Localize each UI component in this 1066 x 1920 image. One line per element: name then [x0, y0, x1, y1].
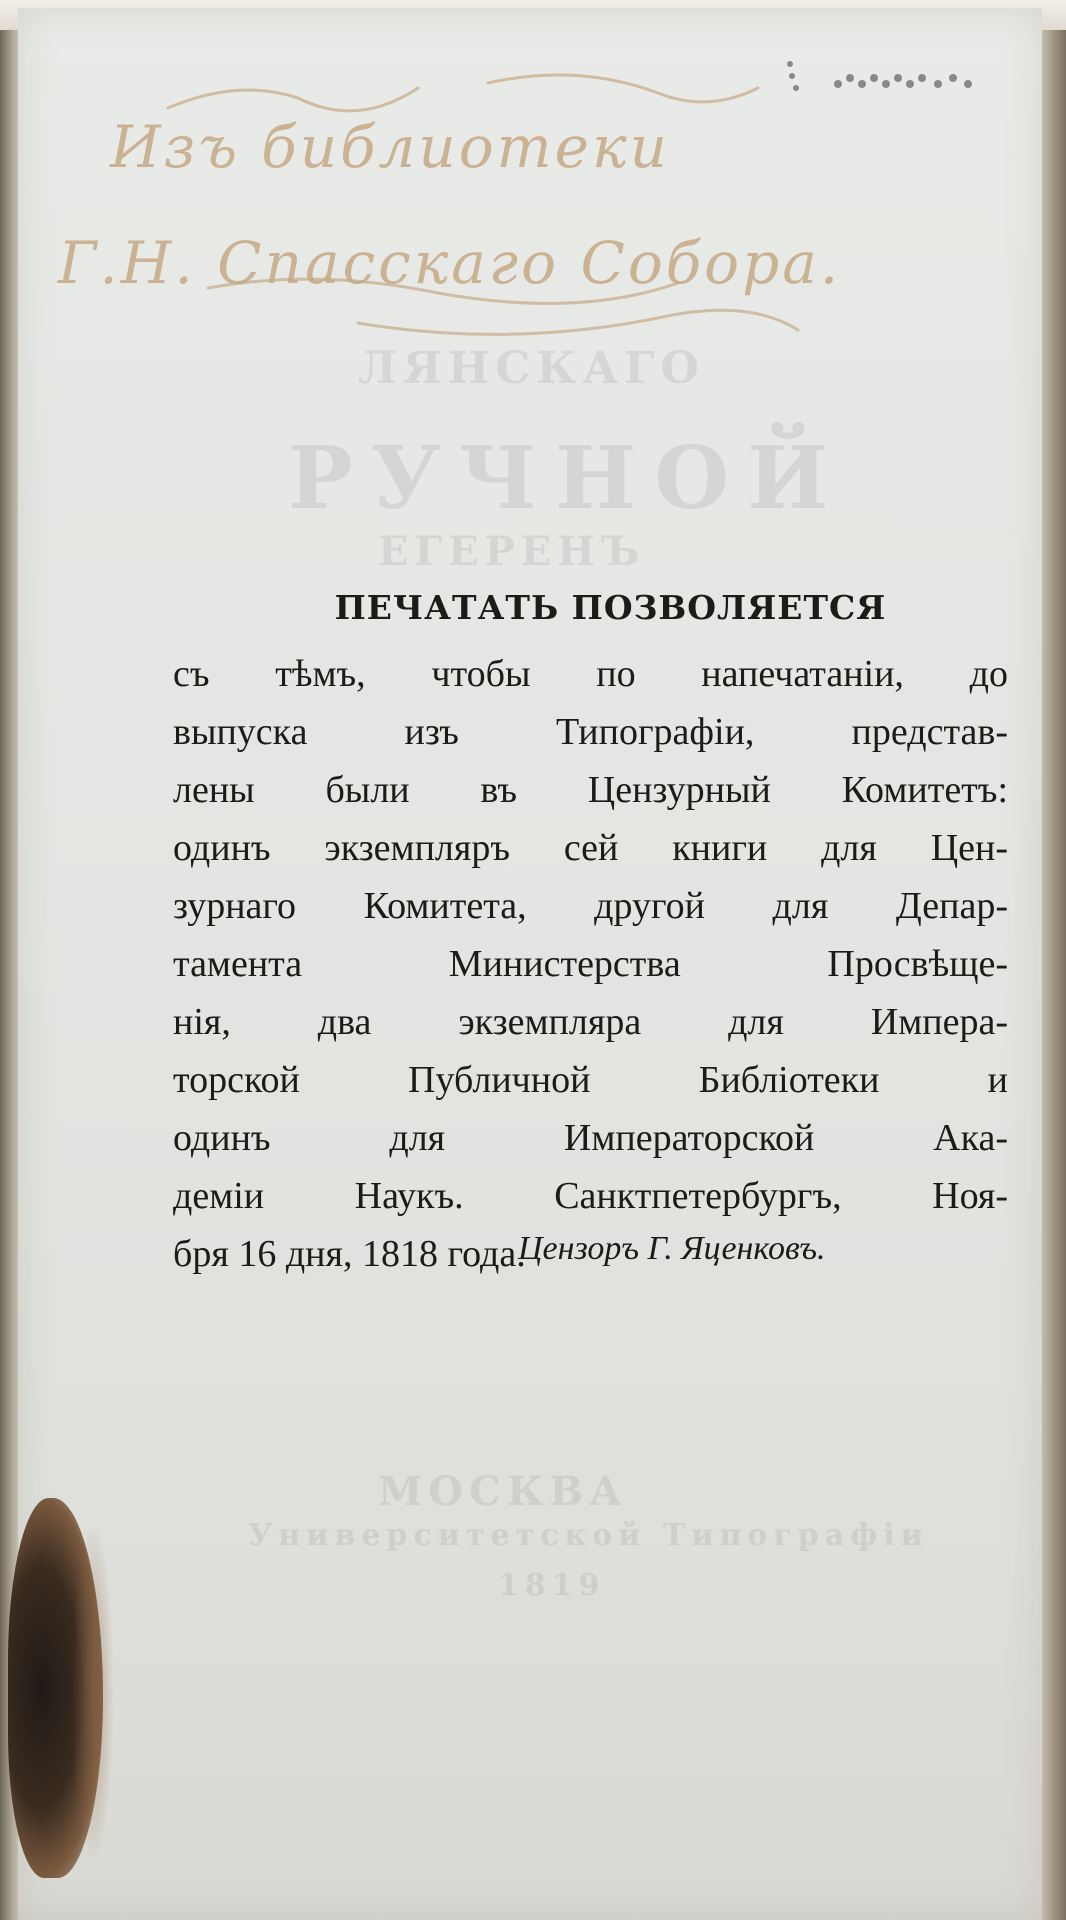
inscription-line-1: Изъ библиотеки — [110, 113, 670, 181]
show-through-text: МОСКВА — [378, 1468, 628, 1515]
show-through-text: Университетской Типографiи — [248, 1518, 929, 1553]
book-binding-right — [1040, 0, 1066, 1920]
body-line: бря 16 дня, 1818 года. — [173, 1233, 526, 1275]
body-line: демiи Наукъ. Санктпетербургъ, Ноя- — [173, 1175, 1008, 1217]
inscription-line-2: Г.Н. Спасскаго Собора. — [58, 229, 842, 297]
show-through-text: ЕГЕРЕНЪ — [378, 528, 646, 575]
censorship-text-block — [173, 588, 1008, 1283]
body-line: нiя, два экземпляра для Импера- — [173, 1001, 1008, 1043]
book-page — [18, 8, 1042, 1920]
censor-signature: Цензоръ Г. Яценковъ. — [518, 1230, 826, 1267]
body-line: одинъ для Императорской Ака- — [173, 1117, 1008, 1159]
show-through-text: РУЧНОЙ — [288, 428, 847, 529]
body-line: съ тѣмъ, чтобы по напечатанiи, до — [173, 653, 1008, 695]
show-through-text: 1819 — [498, 1568, 606, 1603]
body-line: одинъ экземпляръ сей книги для Цен- — [173, 827, 1008, 869]
body-line: выпуска изъ Типографiи, представ- — [173, 711, 1008, 753]
body-line: тамента Министерства Просвѣще- — [173, 943, 1008, 985]
show-through-text: ЛЯНСКАГО — [358, 343, 705, 394]
body-line: торской Публичной Библiотеки и — [173, 1059, 1008, 1101]
body-line: лены были въ Цензурный Комитетъ: — [173, 769, 1008, 811]
stain-halo — [73, 1528, 113, 1858]
page-heading: ПЕЧАТАТЬ ПОЗВОЛЯЕТСЯ — [334, 588, 887, 627]
handwritten-inscription — [58, 113, 1018, 297]
body-line: зурнаго Комитета, другой для Депар- — [173, 885, 1008, 927]
